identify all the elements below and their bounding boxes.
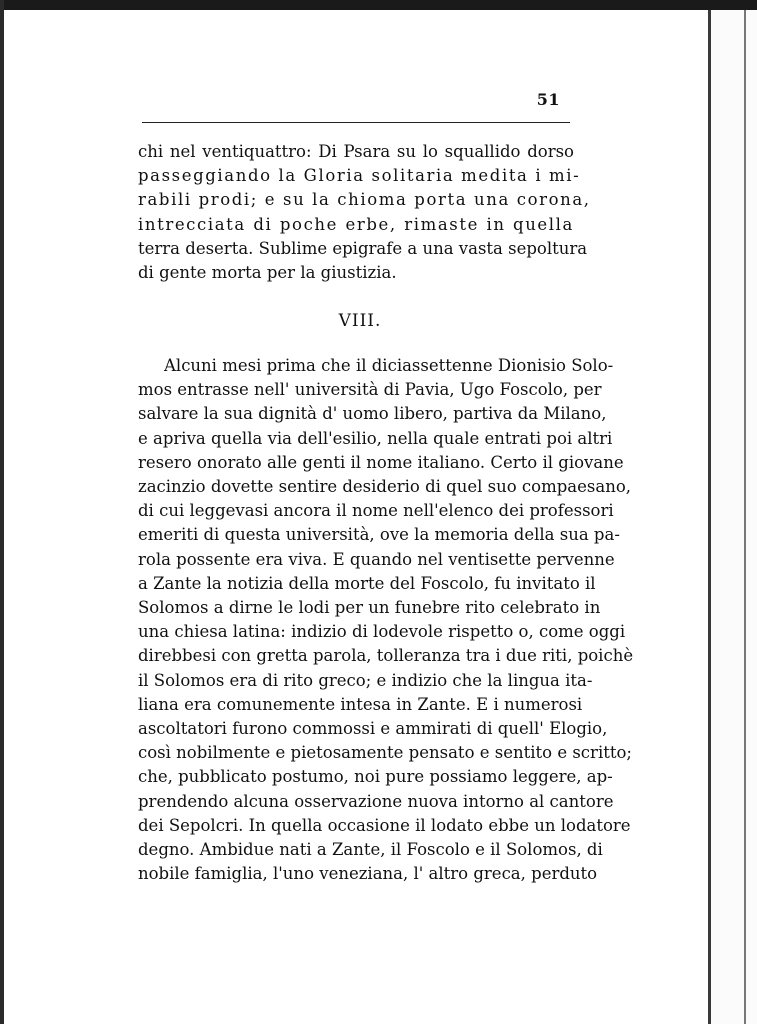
text-line: rola possente era viva. E quando nel ventisette pervenne xyxy=(138,549,615,569)
text-line: mos entrasse nell' università di Pavia, Ugo Foscolo, per xyxy=(138,380,602,400)
text-line: una chiesa latina: indizio di lodevole rispetto o, come oggi xyxy=(138,622,626,642)
text-line: rabili prodi; e su la chioma porta una corona, xyxy=(138,190,591,210)
text-line: nobile famiglia, l'uno veneziana, l' altro greca, perduto xyxy=(138,864,598,884)
page-number: 51 xyxy=(536,90,560,109)
text-line: di gente morta per la giustizia. xyxy=(138,263,397,283)
text-line: terra deserta. Sublime epigrafe a una vasta sepoltura xyxy=(138,238,588,258)
text-line: così nobilmente e pietosamente pensato e sentito e scritto; xyxy=(138,743,632,763)
text-line: prendendo alcuna osservazione nuova intorno al cantore xyxy=(138,791,614,811)
section-title: VIII. xyxy=(338,311,382,331)
text-line: e apriva quella via dell'esilio, nella quale entrati poi altri xyxy=(138,428,613,448)
header-rule xyxy=(142,122,570,123)
top-paragraph xyxy=(138,140,591,285)
text-line: liana era comunemente intesa in Zante. E i numerosi xyxy=(138,694,583,714)
body-paragraph xyxy=(138,354,634,886)
scan-binding-edge xyxy=(744,10,746,1024)
text-line: che, pubblicato postumo, noi pure possiamo leggere, ap- xyxy=(138,767,613,787)
text-line: dei Sepolcri. In quella occasione il lodato ebbe un lodatore xyxy=(138,815,631,835)
text-line: intrecciata di poche erbe, rimaste in quella xyxy=(138,214,574,234)
text-line: degno. Ambidue nati a Zante, il Foscolo e il Solomos, di xyxy=(138,840,603,860)
scan-right-gutter xyxy=(711,10,757,1024)
text-line: Alcuni mesi prima che il diciassettenne Dionisio Solo- xyxy=(164,356,614,375)
text-line: resero onorato alle genti il nome italiano. Certo il giovane xyxy=(138,452,624,472)
text-line: chi nel ventiquattro: Di Psara su lo squallido dorso xyxy=(138,142,574,161)
text-line: il Solomos era di rito greco; e indizio che la lingua ita- xyxy=(138,670,593,690)
text-line: Solomos a dirne le lodi per un funebre rito celebrato in xyxy=(138,598,601,618)
text-line: di cui leggevasi ancora il nome nell'elenco dei professori xyxy=(138,501,614,521)
text-line: zacinzio dovette sentire desiderio di quel suo compaesano, xyxy=(138,477,632,497)
text-line: direbbesi con gretta parola, tolleranza tra i due riti, poichè xyxy=(138,646,634,666)
text-line: a Zante la notizia della morte del Foscolo, fu invitato il xyxy=(138,573,596,593)
text-line: ascoltatori furono commossi e ammirati di quell' Elogio, xyxy=(138,719,608,739)
scan-left-edge xyxy=(0,0,4,1024)
scan-page-edge xyxy=(708,10,711,1024)
text-line: emeriti di questa università, ove la memoria della sua pa- xyxy=(138,525,620,545)
scan-top-border xyxy=(0,0,757,10)
text-line: salvare la sua dignità d' uomo libero, partiva da Milano, xyxy=(138,404,607,424)
text-line: passeggiando la Gloria solitaria medita i mi- xyxy=(138,166,581,186)
